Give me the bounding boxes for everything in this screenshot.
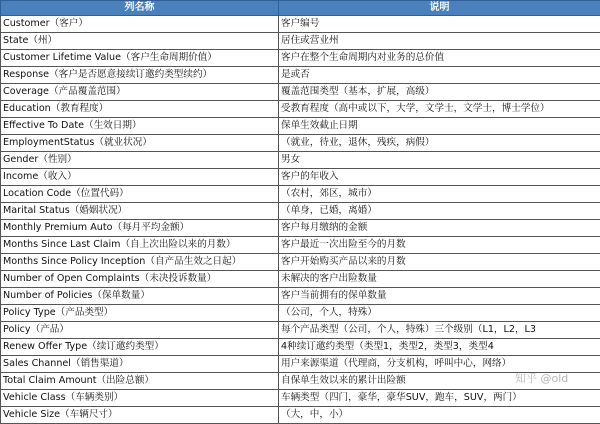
table-row: [1, 84, 600, 101]
description-cell: 用户来源渠道（代理商，分支机构，呼叫中心，网络）: [279, 356, 600, 373]
column-name-cell: State（州）: [1, 33, 279, 50]
description-cell: 覆盖范围类型（基本，扩展，高级）: [279, 84, 600, 101]
table-row: [1, 305, 600, 322]
column-name-cell: Location Code（位置代码）: [1, 186, 279, 203]
description-cell: 保单生效截止日期: [279, 118, 600, 135]
table-row: [1, 186, 600, 203]
column-name-cell: Response（客户是否愿意接续订邀约类型续约）: [1, 67, 279, 84]
table-row: [1, 339, 600, 356]
table-row: [1, 390, 600, 407]
description-cell: （公司，个人，特殊）: [279, 305, 600, 322]
table-row: [1, 16, 600, 33]
table-header-row: [1, 1, 600, 16]
table-row: [1, 220, 600, 237]
column-header-description: 说明: [279, 1, 600, 16]
table-row: [1, 322, 600, 339]
description-cell: 客户编号: [279, 16, 600, 33]
table-row: [1, 50, 600, 67]
description-cell: 客户开始购买产品以来的月数: [279, 254, 600, 271]
table-row: [1, 101, 600, 118]
description-cell: 车辆类型（四门，豪华，豪华SUV，跑车，SUV，两门）: [279, 390, 600, 407]
column-name-cell: Coverage（产品覆盖范围）: [1, 84, 279, 101]
description-cell: 客户在整个生命周期内对业务的总价值: [279, 50, 600, 67]
table-row: [1, 152, 600, 169]
column-name-cell: Months Since Policy Inception（自产品生效之日起）: [1, 254, 279, 271]
description-cell: 每个产品类型（公司，个人，特殊）三个级别（L1，L2，L3: [279, 322, 600, 339]
column-name-cell: Renew Offer Type（续订邀约类型）: [1, 339, 279, 356]
column-name-cell: EmploymentStatus（就业状况）: [1, 135, 279, 152]
table-row: [1, 373, 600, 390]
column-name-cell: Number of Policies（保单数量）: [1, 288, 279, 305]
column-name-cell: Vehicle Class（车辆类别）: [1, 390, 279, 407]
table-row: [1, 407, 600, 424]
table-row: [1, 271, 600, 288]
table-row: [1, 356, 600, 373]
column-name-cell: Income（收入）: [1, 169, 279, 186]
description-cell: （农村，郊区，城市）: [279, 186, 600, 203]
column-name-cell: Education（教育程度）: [1, 101, 279, 118]
column-name-cell: Months Since Last Claim（自上次出险以来的月数）: [1, 237, 279, 254]
column-header-name: 列名称: [1, 1, 279, 16]
description-cell: （单身，已婚，离婚）: [279, 203, 600, 220]
description-cell: 男女: [279, 152, 600, 169]
table-row: [1, 33, 600, 50]
table-row: [1, 169, 600, 186]
column-name-cell: Total Claim Amount（出险总额）: [1, 373, 279, 390]
description-cell: 居住或营业州: [279, 33, 600, 50]
description-cell: 是或否: [279, 67, 600, 84]
watermark: 知乎 @old: [515, 370, 568, 386]
column-name-cell: Sales Channel（销售渠道）: [1, 356, 279, 373]
column-name-cell: Effective To Date（生效日期）: [1, 118, 279, 135]
description-cell: （就业，待业，退休，残疾，病假）: [279, 135, 600, 152]
column-name-cell: Policy（产品）: [1, 322, 279, 339]
table-row: [1, 135, 600, 152]
column-name-cell: Gender（性别）: [1, 152, 279, 169]
table-row: [1, 203, 600, 220]
description-cell: 未解决的客户出险数量: [279, 271, 600, 288]
table-row: [1, 67, 600, 84]
description-cell: 客户的年收入: [279, 169, 600, 186]
column-name-cell: Customer Lifetime Value（客户生命周期价值）: [1, 50, 279, 67]
column-name-cell: Vehicle Size（车辆尺寸）: [1, 407, 279, 424]
column-name-cell: Number of Open Complaints（未决投诉数量）: [1, 271, 279, 288]
column-name-cell: Monthly Premium Auto（每月平均金额）: [1, 220, 279, 237]
column-name-cell: Customer（客户）: [1, 16, 279, 33]
description-cell: 客户当前拥有的保单数量: [279, 288, 600, 305]
description-cell: 客户每月缴纳的金额: [279, 220, 600, 237]
table-row: [1, 237, 600, 254]
description-cell: （大，中，小）: [279, 407, 600, 424]
table-row: [1, 118, 600, 135]
column-name-cell: Marital Status（婚姻状况）: [1, 203, 279, 220]
description-cell: 自保单生效以来的累计出险额: [279, 373, 600, 390]
description-cell: 客户最近一次出险至今的月数: [279, 237, 600, 254]
table-row: [1, 288, 600, 305]
table-row: [1, 254, 600, 271]
column-name-cell: Policy Type（产品类型）: [1, 305, 279, 322]
description-cell: 受教育程度（高中或以下，大学，文学士，文学士，博士学位）: [279, 101, 600, 118]
description-cell: 4种续订邀约类型（类型1，类型2，类型3，类型4: [279, 339, 600, 356]
